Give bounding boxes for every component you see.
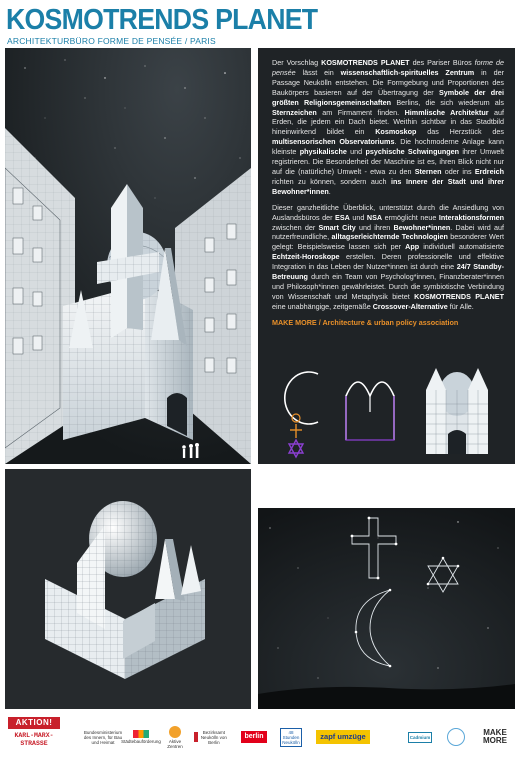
logo-aktive-zentren xyxy=(162,724,188,750)
logo-make-more xyxy=(478,724,512,750)
axonometric-panel xyxy=(5,469,251,709)
text-run: für Alle. xyxy=(447,301,474,311)
text-run: Bewohner*innen xyxy=(393,222,451,232)
street-rendering-image xyxy=(5,48,251,464)
text-run: psychische Schwingungen xyxy=(365,147,460,157)
text-run: alltagserleichternde Technologien xyxy=(331,232,448,242)
text-run: Crossover-Alternative xyxy=(372,301,448,311)
text-run: ESA xyxy=(335,212,350,222)
logo-aktive-zentren-text: Aktive Zentren xyxy=(167,738,183,749)
text-run: . xyxy=(328,186,331,196)
text-run: Echtzeit-Horoskope xyxy=(272,252,340,262)
text-run: NSA xyxy=(366,212,383,222)
aktion-logo xyxy=(8,717,60,756)
building-elevation xyxy=(426,368,488,454)
text-run: physikalische xyxy=(299,147,347,157)
aktion-logo-bottom xyxy=(8,732,60,748)
tagline: MAKE MORE / Architecture & urban policy association xyxy=(272,317,459,327)
text-run: und xyxy=(346,147,366,157)
text-run: Interaktionsformen xyxy=(438,212,504,222)
text-run: Sternen xyxy=(414,166,442,176)
constellation-image xyxy=(258,508,515,709)
text-run: forme de pensée xyxy=(272,58,505,77)
logo-neukoelln-text: Bezirksamt Neukölln von Berlin xyxy=(200,729,227,745)
text-run: KOSMOTRENDS PLANET xyxy=(414,291,504,301)
text-run: oder ins xyxy=(441,166,475,176)
text-run: auf Erden, die jedem ein Dach bietet. Weithin sichtbar in das Stadtbild hineinwirkend bildet ein xyxy=(272,107,504,137)
text-panel xyxy=(258,48,515,464)
logo-zapf-text: zapf umzüge xyxy=(316,730,369,744)
text-run: wissenschaftlich-spirituelles Zentrum xyxy=(340,67,475,77)
logo-staedtebau xyxy=(121,724,161,750)
logo-staedtebau-text: Städtebauförderung xyxy=(121,739,161,744)
logo-neukoelln xyxy=(194,724,228,750)
arch-star-symbol xyxy=(346,382,394,440)
logo-berlin-text: berlin xyxy=(241,731,266,743)
text-run: . Die hochmoderne Anlage kann kleinste xyxy=(272,137,504,157)
text-run: erstellen. Deren professionelle und effektive Integration in das Leben der Nutzer*innen ist durch eine xyxy=(272,252,504,272)
text-run: 24/7 Standby-Betreuung xyxy=(272,262,504,282)
logo-48-stunden-text: 48 Stunden Neukölln xyxy=(280,728,302,747)
text-run: Smart City xyxy=(318,222,356,232)
text-run: des Pariser Büros xyxy=(409,58,475,67)
text-run: Erdreich xyxy=(474,166,504,176)
axonometric-image xyxy=(5,469,251,709)
text-run: Himmlische Architektur xyxy=(404,107,489,117)
page-title: KOSMOTRENDS PLANET xyxy=(6,4,318,36)
text-run: Sternzeichen xyxy=(272,107,317,117)
religion-symbols-diagram xyxy=(258,360,515,464)
text-run: ermöglicht neue xyxy=(382,212,439,222)
night-sky-panel xyxy=(258,508,515,709)
text-run: lässt ein xyxy=(295,67,341,77)
text-run: individuell automatisierte xyxy=(419,242,504,252)
text-run: in der Passage Neukölln entstehen. Die Formgebung und Proportionen des Baukörpers basieren auf der Übertragung der xyxy=(272,67,504,97)
logo-circle xyxy=(446,724,466,750)
text-run: ihrer Umwelt registrieren. Die Besonderheit der Maschine ist es, ihren Blick nicht nur auf die (natürliche) Umwelt - etwa zu den xyxy=(272,147,504,176)
text-run: Symbole der drei größten Religionsgemeinschaften xyxy=(272,87,504,107)
text-run: das Herzstück des xyxy=(416,127,505,137)
text-run: Der Vorschlag xyxy=(272,58,322,67)
text-run: besonderer Wert gelegt: Beispielsweise lassen sich per xyxy=(272,232,504,252)
logo-bmi-text: Bundesministerium des Innern, für Bau und Heimat xyxy=(83,729,123,745)
aktion-logo-top: AKTION! xyxy=(8,717,60,729)
logo-berlin xyxy=(236,724,272,750)
aktion-line-2: STRASSE xyxy=(20,740,48,747)
text-run: . Dabei wird auf nutzerfreundliche, xyxy=(272,222,505,242)
text-run: Dieser ganzheitliche Überblick, unterstützt durch die Ansiedlung von Auslandsbüros der xyxy=(272,202,504,222)
text-run: KOSMOTRENDS PLANET xyxy=(321,58,410,67)
logo-make-more-text: MAKE MORE xyxy=(483,728,507,745)
logo-bmi xyxy=(83,724,123,750)
text-run: am Firmament finden. xyxy=(316,107,405,117)
aktion-line-1: KARL-MARX- xyxy=(14,732,54,739)
logo-cadmium-text: Cadmium xyxy=(408,732,433,743)
text-run: durch ein Team von Psycholog*innen, Finanzberater*innen und Philosoph*innen gewährleistet. Durch die symbiotische Verbindung von Wissenschaft und Metaphysik bietet xyxy=(272,272,504,301)
crescent-venus-symbol xyxy=(285,372,318,457)
text-run: multisensorischen Observatoriums xyxy=(272,137,395,147)
page-subtitle: ARCHITEKTURBÜRO FORME DE PENSÉE / PARIS xyxy=(7,36,216,46)
text-run: und ihren xyxy=(355,222,394,232)
street-rendering-panel xyxy=(5,48,251,464)
description-text xyxy=(272,58,504,334)
text-run: und xyxy=(349,212,367,222)
text-run: ins Innere der Stadt und ihrer Bewohner*innen xyxy=(272,176,504,196)
text-run: eine unabhängige, zeitgemäße xyxy=(272,301,373,311)
text-run: App xyxy=(405,242,420,252)
logo-cadmium xyxy=(408,724,432,750)
paragraph-interaction xyxy=(272,203,504,312)
text-run: Kosmoskop xyxy=(375,127,417,137)
text-run: Berlins, die sich wiederum als xyxy=(391,97,504,107)
text-run: zwischen der xyxy=(272,222,319,232)
text-run: richten zu können, sondern auch xyxy=(272,176,392,186)
paragraph-concept xyxy=(272,58,504,197)
logo-zapf xyxy=(312,724,374,750)
logo-48-stunden xyxy=(280,724,302,750)
